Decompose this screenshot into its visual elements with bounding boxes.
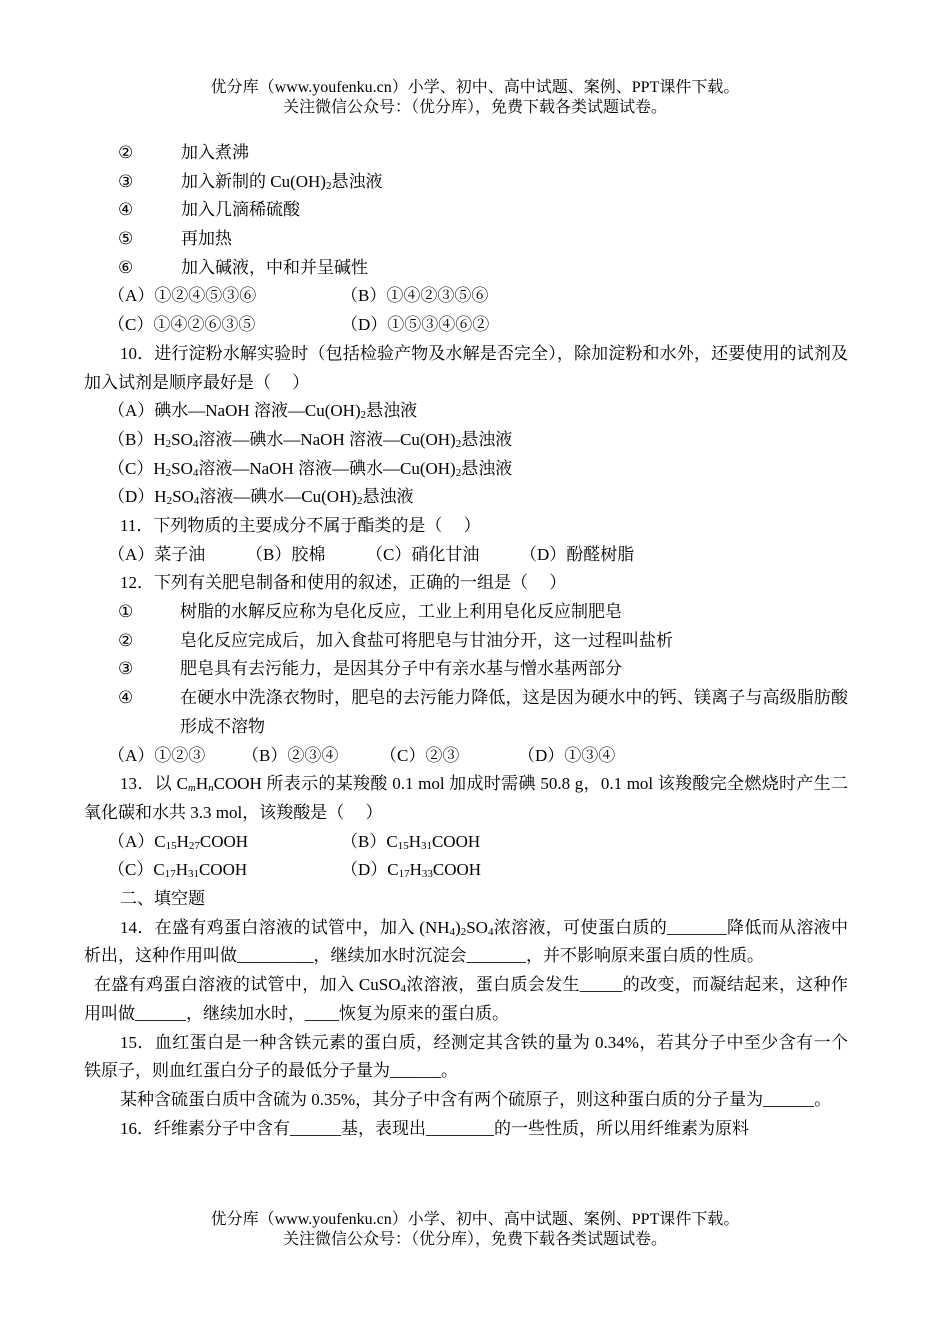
document-body (84, 139, 848, 1143)
header-line-1: 优分库（www.youfenku.cn）小学、初中、高中试题、案例、PPT课件下载。 (210, 79, 740, 96)
option-d: （D）①③④ (518, 745, 616, 765)
page-header (0, 78, 950, 118)
subscript: 2 (325, 179, 332, 192)
step-number: ⑤ (118, 229, 134, 249)
option-a: （A）①②③ (108, 745, 206, 765)
q12-item: ① 树脂的水解反应称为皂化反应，工业上利用皂化反应制肥皂 (118, 602, 622, 622)
option-a: $(A)C_{15}H_{27}COOH$ (108, 831, 249, 852)
q11-options-row (84, 541, 848, 570)
step-text: 加入几滴稀硫酸 (181, 200, 300, 220)
q14-paragraph-2: 在盛有鸡蛋白溶液的试管中，加入 CuSO$_4$浓溶液，蛋白质会发生_____的改变，而凝结起来，这种作用叫做______，继续加水时，____恢复为原来的蛋白质。 (84, 975, 849, 1023)
step-text: 加入碱液，中和并呈碱性 (181, 257, 368, 277)
step-number: ⑥ (118, 257, 134, 277)
step-number: ② (118, 143, 134, 162)
q13-options-row (84, 856, 848, 885)
footer-line-1: 优分库（www.youfenku.cn）小学、初中、高中试题、案例、PPT课件下载。 (210, 1211, 740, 1228)
q9-step (84, 225, 848, 254)
header-line-2: 关注微信公众号：（优分库），免费下载各类试题试卷。 (282, 99, 667, 116)
q13-stem: 13．以 $C_mH_nCOOH$ 所表示的某羧酸 0.1 mol 加成时需碘 50.8 g，0.1 mol 该羧酸完全燃烧时产生二氧化碳和水共 3.3 mol，该羧酸是（ ） (84, 774, 849, 822)
option-b: （B）胶棉 (246, 544, 326, 564)
option-c: （C）②③ (380, 745, 460, 765)
q14-paragraph-1: 14．在盛有鸡蛋白溶液的试管中，加入 $(NH_4)_2SO_4$浓溶液，可使蛋白质的_______降低而从溶液中析出，这种作用叫做_________，继续加水时沉淀会_______，并不影响原来蛋白质的性质。 (84, 917, 848, 966)
q9-step (84, 196, 848, 225)
q12-stem: 12．下列有关肥皂制备和使用的叙述，正确的一组是（ ） (120, 573, 567, 593)
option-b: $(B)C_{15}H_{31}COOH$ (341, 831, 481, 852)
page-footer (0, 1210, 950, 1250)
q9-options-row (84, 282, 848, 311)
q9-step (84, 168, 848, 197)
option-d: $(D)C_{17}H_{33}COOH$ (341, 860, 482, 881)
option-a: （A）①②④⑤③⑥ (108, 286, 257, 306)
q12-item: ② 皂化反应完成后，加入食盐可将肥皂与甘油分开，这一过程叫盐析 (118, 630, 673, 650)
q9-options-row (84, 311, 848, 340)
step-text: 再加热 (181, 229, 232, 249)
footer-line-2: 关注微信公众号：（优分库），免费下载各类试题试卷。 (282, 1231, 667, 1248)
q12-options-row (84, 742, 848, 771)
option-b: （B）①④②③⑤⑥ (341, 286, 489, 306)
q10-option-d: $(D)H_2SO_4$溶液—碘水$—Cu(OH)_2$悬浊液 (108, 487, 414, 508)
section-heading: 二、填空题 (120, 889, 205, 909)
q10-stem: 10．进行淀粉水解实验时（包括检验产物及水解是否完全），除加淀粉和水外，还要使用的试剂及加入试剂是顺序最好是（ ） (84, 343, 848, 392)
step-text: 悬浊液 (331, 171, 383, 191)
q10-option-b: $(B)H_2SO_4$溶液—碘水—NaOH 溶液$—Cu(OH)_2$悬浊液 (108, 429, 513, 450)
q10-option-c: $(C)H_2SO_4$溶液—NaOH 溶液—碘水$—Cu(OH)_2$悬浊液 (108, 458, 513, 479)
step-number: ③ (118, 171, 134, 191)
option-b: （B）②③④ (242, 745, 339, 765)
step-text: 加入新制的 Cu(OH) (181, 171, 326, 191)
q16-paragraph-1: 16．纤维素分子中含有______基，表现出________的一些性质，所以用纤维素为原料 (120, 1118, 749, 1138)
q12-item: ④ 在硬水中洗涤衣物时，肥皂的去污能力降低，这是因为硬水中的钙、镁离子与高级脂肪酸形成不溶物 (118, 688, 848, 736)
q10-option-a: （A）碘水—NaOH 溶液$—Cu(OH)_2$悬浊液 (108, 401, 418, 422)
option-c: （C）①④②⑥③⑤ (108, 315, 256, 335)
option-c: $(C)C_{17}H_{31}COOH$ (108, 860, 248, 881)
step-text: 加入煮沸 (181, 143, 249, 162)
q11-stem: 11．下列物质的主要成分不属于酯类的是（ ） (120, 515, 481, 535)
q9-step (84, 254, 848, 283)
option-c: （C）硝化甘油 (366, 544, 480, 564)
option-d: （D）酚醛树脂 (520, 544, 635, 564)
q15-paragraph-1: 15．血红蛋白是一种含铁元素的蛋白质，经测定其含铁的量为 0.34%，若其分子中至少含有一个铁原子，则血红蛋白分子的最低分子量为______。 (84, 1032, 848, 1081)
q9-step (84, 139, 848, 168)
option-a: （A）菜子油 (108, 544, 206, 564)
step-number: ④ (118, 200, 134, 220)
q13-options-row (84, 828, 848, 857)
q15-paragraph-2: 某种含硫蛋白质中含硫为 0.35%，其分子中含有两个硫原子，则这种蛋白质的分子量为______。 (120, 1089, 832, 1109)
q12-item: ③ 肥皂具有去污能力，是因其分子中有亲水基与憎水基两部分 (118, 659, 622, 679)
option-d: （D）①⑤③④⑥② (341, 315, 490, 335)
